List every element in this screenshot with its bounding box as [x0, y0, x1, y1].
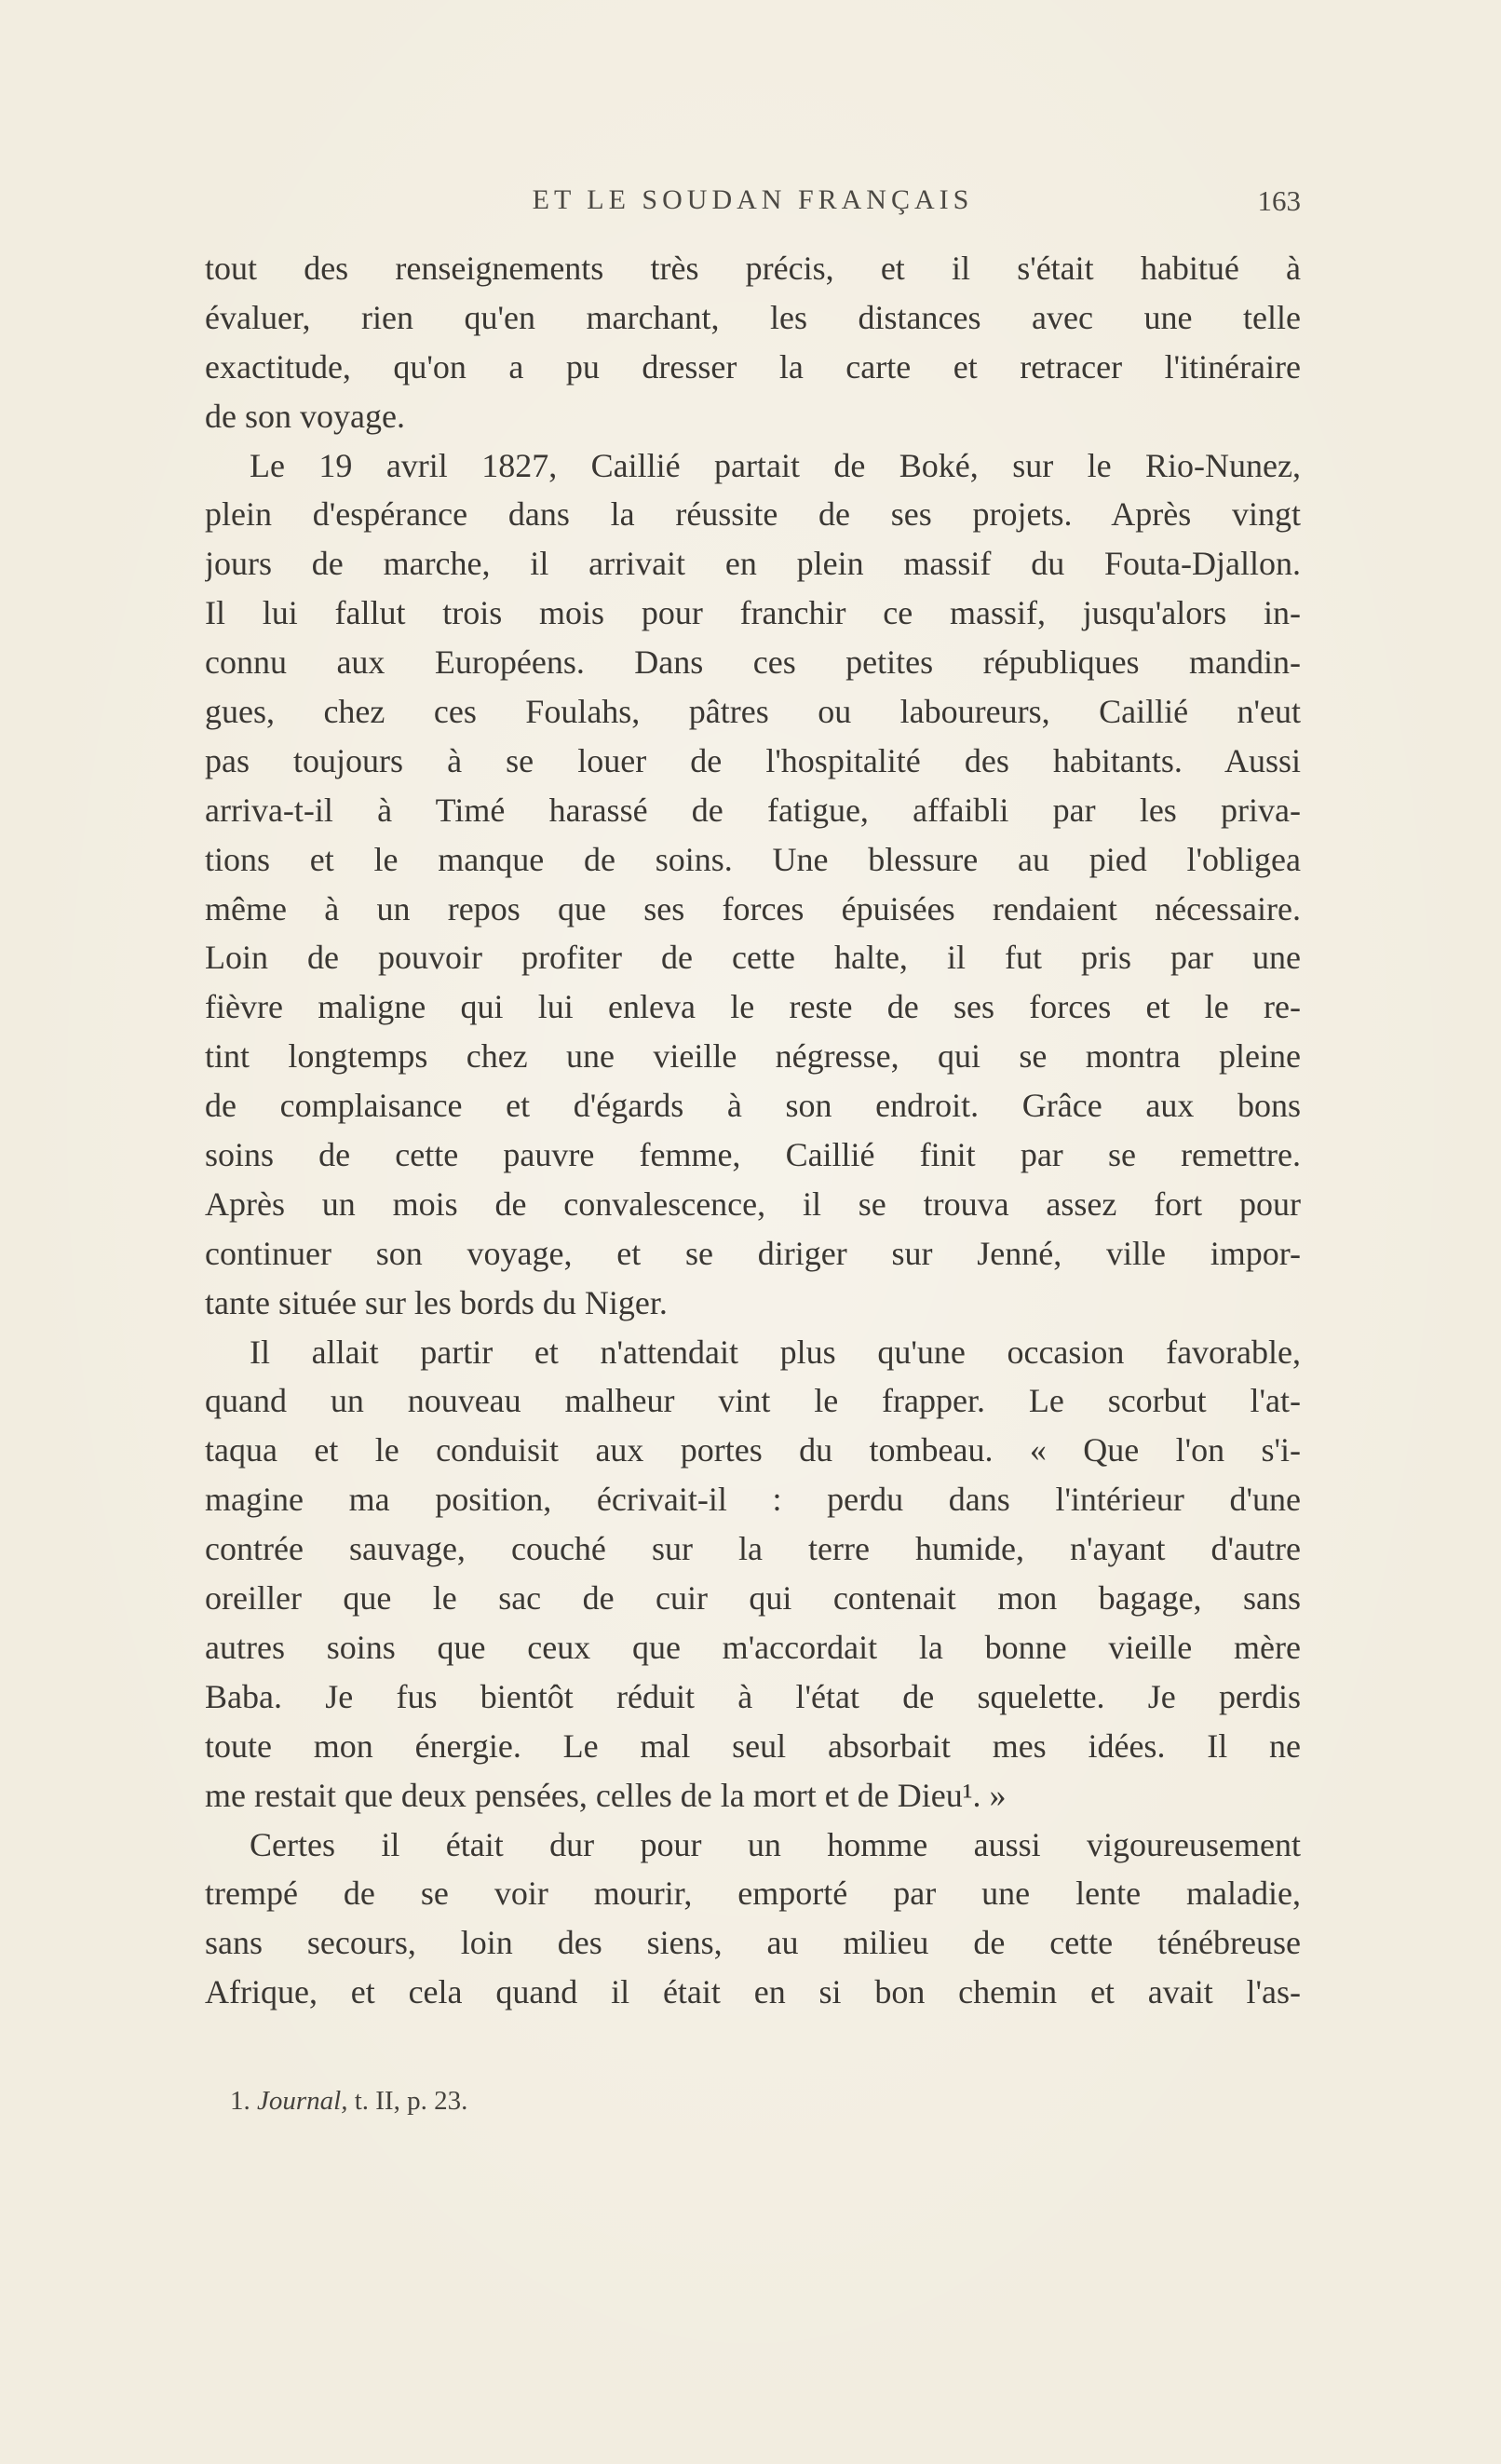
text-line: tions et le manque de soins. Une blessure au pied l'obligea: [205, 840, 1301, 878]
text-line: magine ma position, écrivait-il : perdu dans l'intérieur d'une: [205, 1481, 1301, 1519]
text-line: gues, chez ces Foulahs, pâtres ou laboureurs, Caillié n'eut: [205, 693, 1301, 731]
body-text: [205, 244, 1301, 2017]
text-line: exactitude, qu'on a pu dresser la carte et retracer l'itinéraire: [205, 347, 1301, 386]
text-line: de son voyage.: [205, 397, 405, 435]
footnote: [230, 2086, 467, 2117]
text-line: Il allait partir et n'attendait plus qu'une occasion favorable,: [250, 1333, 1301, 1371]
text-line: jours de marche, il arrivait en plein massif du Fouta-Djallon.: [205, 545, 1301, 583]
text-line: autres soins que ceux que m'accordait la bonne vieille mère: [205, 1628, 1301, 1666]
text-line: trempé de se voir mourir, emporté par une lente maladie,: [205, 1875, 1301, 1913]
text-line: fièvre maligne qui lui enleva le reste de ses forces et le re-: [205, 988, 1301, 1026]
text-line: oreiller que le sac de cuir qui contenait mon bagage, sans: [205, 1579, 1301, 1618]
text-line: sans secours, loin des siens, au milieu de cette ténébreuse: [205, 1924, 1301, 1962]
text-line: continuer son voyage, et se diriger sur Jenné, ville impor-: [205, 1234, 1301, 1272]
text-line: connu aux Européens. Dans ces petites républiques mandin-: [205, 643, 1301, 682]
text-line: quand un nouveau malheur vint le frapper. Le scorbut l'at-: [205, 1382, 1301, 1420]
text-line: arriva-t-il à Timé harassé de fatigue, affaibli par les priva-: [205, 791, 1301, 829]
text-line: contrée sauvage, couché sur la terre humide, n'ayant d'autre: [205, 1530, 1301, 1568]
text-line: Baba. Je fus bientôt réduit à l'état de squelette. Je perdis: [205, 1677, 1301, 1715]
text-line: évaluer, rien qu'en marchant, les distances avec une telle: [205, 298, 1301, 336]
text-line: Il lui fallut trois mois pour franchir ce massif, jusqu'alors in-: [205, 594, 1301, 632]
text-line: Après un mois de convalescence, il se trouva assez fort pour: [205, 1185, 1301, 1223]
page-number: 163: [1257, 184, 1301, 217]
text-line: Certes il était dur pour un homme aussi vigoureusement: [250, 1825, 1301, 1863]
footnote-reference: t. II, p. 23.: [354, 2086, 468, 2116]
footnote-number: 1.: [230, 2086, 250, 2116]
running-head: [205, 184, 1301, 225]
text-line: me restait que deux pensées, celles de la mort et de Dieu¹. »: [205, 1776, 1007, 1814]
running-head-title: ET LE SOUDAN FRANÇAIS: [532, 184, 974, 215]
text-line: de complaisance et d'égards à son endroit. Grâce aux bons: [205, 1087, 1301, 1125]
text-line: toute mon énergie. Le mal seul absorbait mes idées. Il ne: [205, 1726, 1301, 1765]
text-line: plein d'espérance dans la réussite de ses projets. Après vingt: [205, 495, 1301, 534]
text-line: pas toujours à se louer de l'hospitalité des habitants. Aussi: [205, 741, 1301, 779]
footnote-work: Journal,: [257, 2086, 348, 2116]
text-line: Afrique, et cela quand il était en si bon chemin et avait l'as-: [205, 1973, 1301, 2011]
text-line: même à un repos que ses forces épuisées rendaient nécessaire.: [205, 889, 1301, 927]
text-line: tout des renseignements très précis, et il s'était habitué à: [205, 250, 1301, 287]
text-line: Le 19 avril 1827, Caillié partait de Boké, sur le Rio-Nunez,: [250, 446, 1301, 484]
text-line: soins de cette pauvre femme, Caillié finit par se remettre.: [205, 1136, 1301, 1174]
text-line: tante située sur les bords du Niger.: [205, 1283, 668, 1321]
text-line: taqua et le conduisit aux portes du tombeau. « Que l'on s'i-: [205, 1431, 1301, 1469]
text-line: tint longtemps chez une vieille négresse, qui se montra pleine: [205, 1037, 1301, 1076]
text-line: Loin de pouvoir profiter de cette halte, il fut pris par une: [205, 939, 1301, 977]
